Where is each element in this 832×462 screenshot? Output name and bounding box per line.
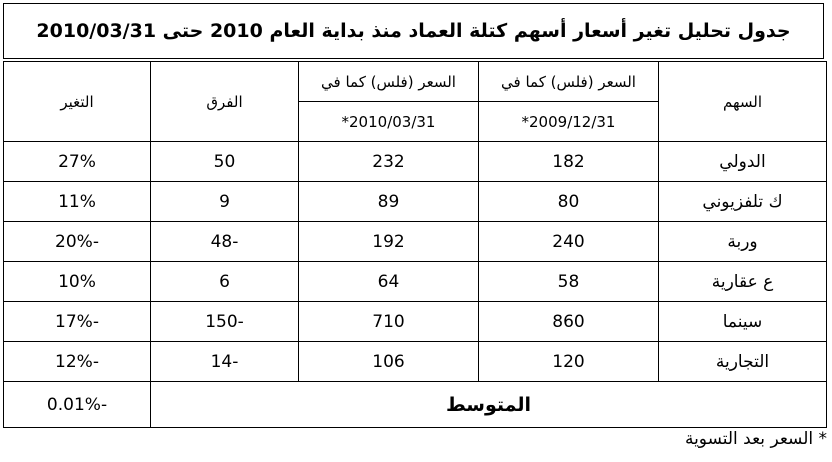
header-row-top — [4, 62, 827, 102]
average-row — [4, 382, 827, 428]
price-prev: 860 — [479, 302, 659, 342]
price-prev: 58 — [479, 262, 659, 302]
price-prev: 240 — [479, 222, 659, 262]
price-curr: 64 — [299, 262, 479, 302]
average-label: المتوسط — [151, 382, 827, 428]
analysis-table-frame — [3, 3, 826, 427]
price-change: -12% — [4, 342, 151, 382]
price-curr: 232 — [299, 142, 479, 182]
price-diff: -48 — [151, 222, 299, 262]
price-change-table — [3, 61, 827, 428]
price-change: 27% — [4, 142, 151, 182]
stock-name: التجارية — [659, 342, 827, 382]
header-price-curr: السعر (فلس) كما في — [299, 62, 479, 102]
table-row — [4, 342, 827, 382]
header-price-prev: السعر (فلس) كما في — [479, 62, 659, 102]
header-diff: الفرق — [151, 62, 299, 142]
price-curr: 192 — [299, 222, 479, 262]
price-change: -17% — [4, 302, 151, 342]
price-diff: 50 — [151, 142, 299, 182]
price-diff: -150 — [151, 302, 299, 342]
table-row — [4, 302, 827, 342]
price-diff: 6 — [151, 262, 299, 302]
stock-name: وربة — [659, 222, 827, 262]
price-change: 10% — [4, 262, 151, 302]
header-price-curr-date: 2010/03/31* — [299, 102, 479, 142]
average-value: -0.01% — [4, 382, 151, 428]
price-diff: -14 — [151, 342, 299, 382]
table-row — [4, 142, 827, 182]
footnote: * السعر بعد التسوية — [684, 429, 827, 449]
price-change: 11% — [4, 182, 151, 222]
stock-name: سينما — [659, 302, 827, 342]
price-prev: 80 — [479, 182, 659, 222]
stock-name: ك تلفزيوني — [659, 182, 827, 222]
table-row — [4, 262, 827, 302]
header-stock: السهم — [659, 62, 827, 142]
table-row — [4, 222, 827, 262]
price-curr: 710 — [299, 302, 479, 342]
stock-name: ع عقارية — [659, 262, 827, 302]
price-curr: 106 — [299, 342, 479, 382]
price-diff: 9 — [151, 182, 299, 222]
price-change: -20% — [4, 222, 151, 262]
price-prev: 182 — [479, 142, 659, 182]
price-prev: 120 — [479, 342, 659, 382]
header-change: التغير — [4, 62, 151, 142]
price-curr: 89 — [299, 182, 479, 222]
header-price-prev-date: 2009/12/31* — [479, 102, 659, 142]
stock-name: الدولي — [659, 142, 827, 182]
table-title: جدول تحليل تغير أسعار أسهم كتلة العماد منذ بداية العام 2010 حتى 2010/03/31 — [3, 3, 824, 59]
table-row — [4, 182, 827, 222]
